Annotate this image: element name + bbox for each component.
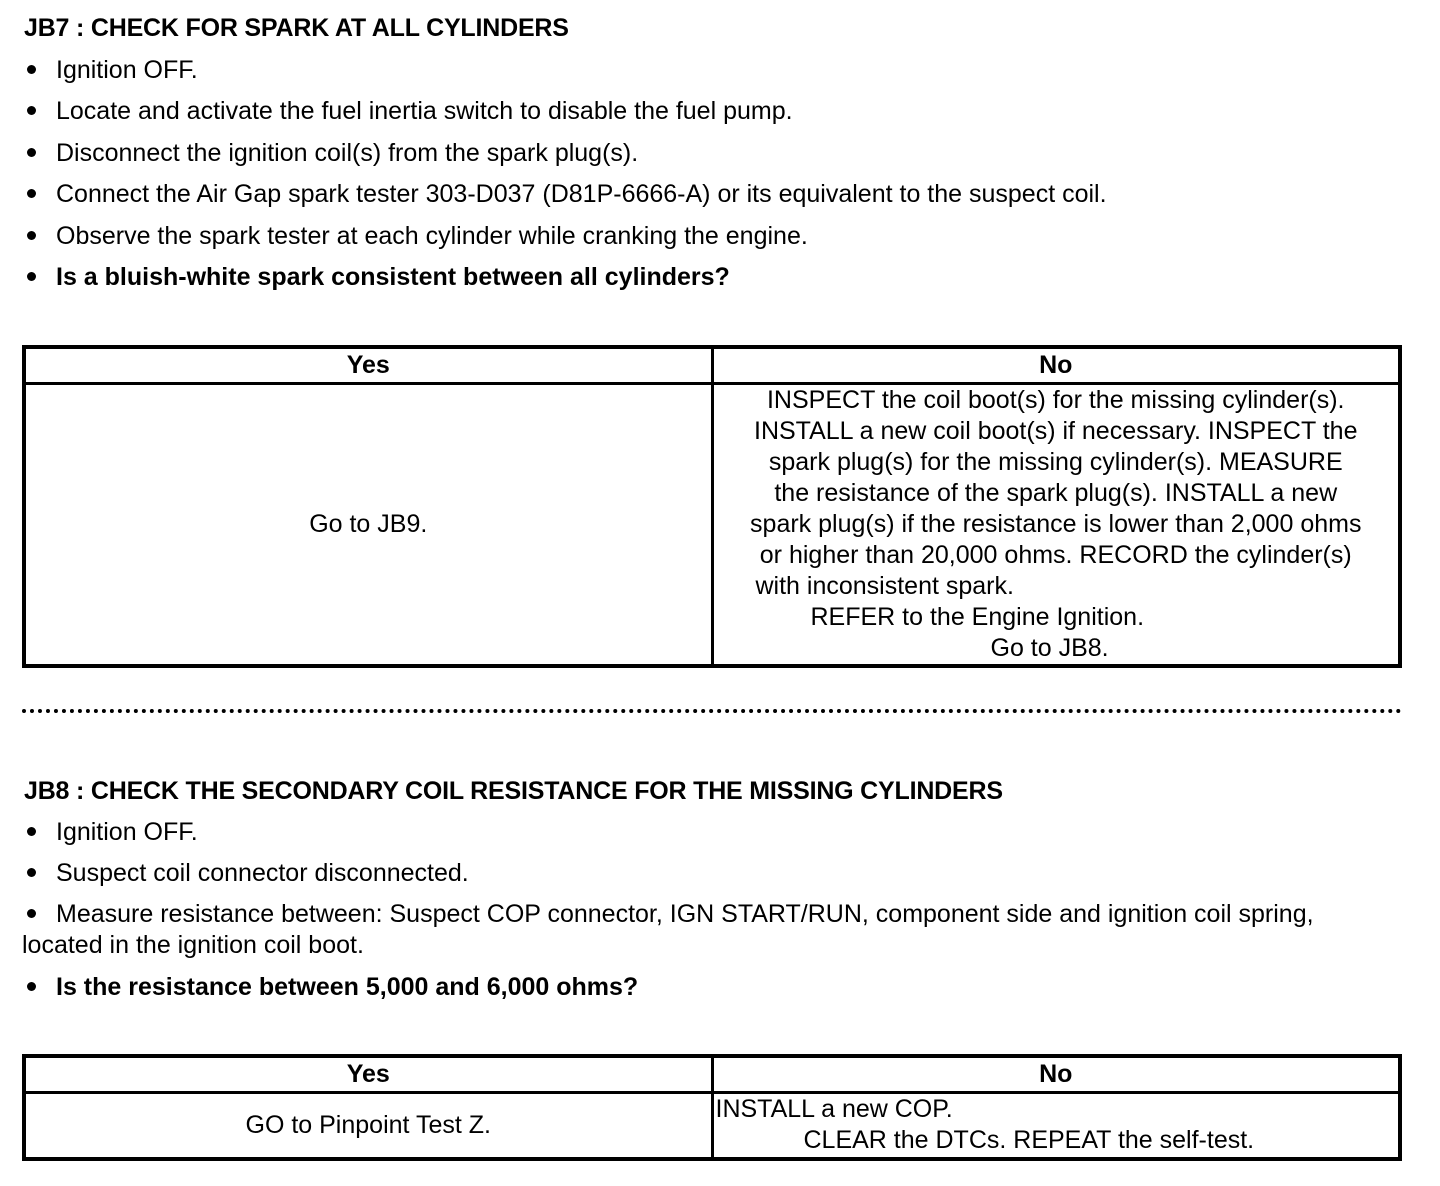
jb8-step-1: Ignition OFF.	[22, 817, 198, 848]
no-action	[712, 384, 1400, 667]
yes-action: GO to Pinpoint Test Z.	[24, 1093, 712, 1159]
bullet-icon	[27, 272, 36, 281]
no-action-line: REFER to the Engine Ignition.	[810, 603, 1145, 631]
bullet-icon	[27, 231, 36, 240]
bullet-icon	[27, 189, 36, 198]
no-header: No	[712, 347, 1400, 384]
jb7-result-table	[22, 345, 1402, 668]
jb8-result-table	[22, 1054, 1402, 1161]
jb8-heading: JB8 : CHECK THE SECONDARY COIL RESISTANCE FOR THE MISSING CYLINDERS	[24, 777, 1003, 805]
bullet-icon	[27, 982, 36, 991]
no-action-line: INSTALL a new coil boot(s) if necessary. INSPECT the	[754, 417, 1358, 445]
no-action-line: INSTALL a new COP.	[715, 1095, 953, 1124]
jb7-question: Is a bluish-white spark consistent between all cylinders?	[22, 262, 730, 293]
no-action	[712, 1093, 1400, 1159]
no-action-line: spark plug(s) if the resistance is lower than 2,000 ohms	[750, 510, 1362, 538]
jb7-step-1: Ignition OFF.	[22, 55, 198, 86]
no-action-line: INSPECT the coil boot(s) for the missing cylinder(s).	[766, 386, 1345, 414]
no-action-line: Go to JB8.	[990, 634, 1109, 662]
bullet-icon	[27, 827, 36, 836]
bullet-icon	[27, 868, 36, 877]
yes-header: Yes	[24, 1056, 712, 1093]
bullet-icon	[27, 148, 36, 157]
jb7-step-3: Disconnect the ignition coil(s) from the spark plug(s).	[22, 138, 638, 169]
no-header: No	[712, 1056, 1400, 1093]
no-action-line: spark plug(s) for the missing cylinder(s). MEASURE	[768, 448, 1343, 476]
yes-action: Go to JB9.	[24, 384, 712, 667]
section-divider	[22, 709, 1402, 713]
yes-header: Yes	[24, 347, 712, 384]
jb8-step-3: Measure resistance between: Suspect COP connector, IGN START/RUN, component side and ignition coil spring, located in the ignition coil boot.	[22, 900, 1314, 959]
no-action-line: with inconsistent spark.	[755, 572, 1014, 600]
jb8-step-2: Suspect coil connector disconnected.	[22, 858, 469, 889]
jb8-question: Is the resistance between 5,000 and 6,000 ohms?	[22, 972, 638, 1003]
jb7-heading: JB7 : CHECK FOR SPARK AT ALL CYLINDERS	[24, 14, 569, 42]
bullet-icon	[27, 909, 36, 918]
bullet-icon	[27, 106, 36, 115]
bullet-icon	[27, 65, 36, 74]
no-action-line: the resistance of the spark plug(s). INSTALL a new	[774, 479, 1338, 507]
jb7-step-2: Locate and activate the fuel inertia switch to disable the fuel pump.	[22, 96, 793, 127]
no-action-line: CLEAR the DTCs. REPEAT the self-test.	[803, 1126, 1255, 1155]
no-action-line: or higher than 20,000 ohms. RECORD the cylinder(s)	[759, 541, 1352, 569]
jb7-step-4: Connect the Air Gap spark tester 303-D037 (D81P-6666-A) or its equivalent to the suspect coil.	[22, 179, 1107, 210]
jb7-step-5: Observe the spark tester at each cylinder while cranking the engine.	[22, 221, 808, 252]
